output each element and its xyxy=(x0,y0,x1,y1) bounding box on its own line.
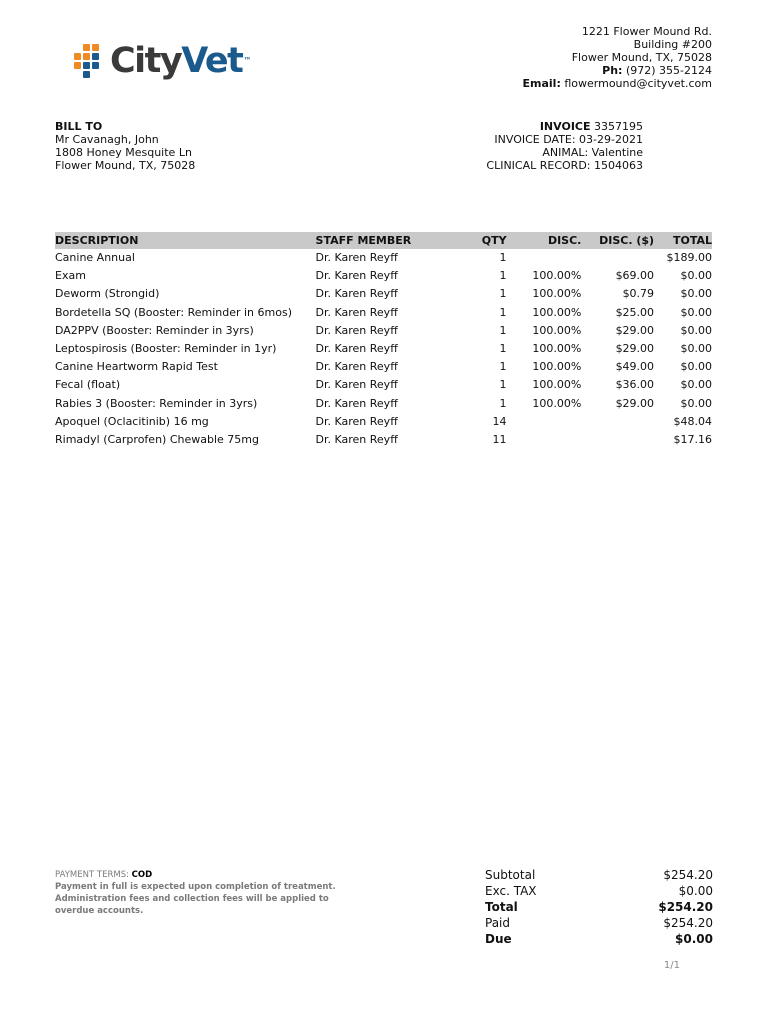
cell-staff-member: Dr. Karen Reyff xyxy=(315,396,398,410)
clinic-email-line xyxy=(523,77,712,90)
cell-description: Deworm (Strongid) xyxy=(55,287,160,301)
cell-discount-amount xyxy=(581,249,654,267)
invoice-animal: ANIMAL: Valentine xyxy=(542,146,643,159)
cell-total: $0.00 xyxy=(680,396,712,410)
bill-to-block xyxy=(55,120,195,172)
invoice-items-table xyxy=(55,232,712,449)
invoice-number: 3357195 xyxy=(594,120,643,133)
totals-label: Exc. TAX xyxy=(485,884,537,898)
clinic-email: flowermound@cityvet.com xyxy=(564,77,712,90)
payment-terms-label: PAYMENT TERMS: xyxy=(55,870,129,880)
payment-terms-value: COD xyxy=(131,870,153,880)
clinic-phone-label: Ph: xyxy=(602,64,623,77)
totals-row-subtotal xyxy=(485,867,713,883)
cell-qty: 1 xyxy=(499,342,507,356)
totals-value: $0.00 xyxy=(675,932,713,946)
table-header-row xyxy=(55,232,712,249)
clinic-address-block xyxy=(523,25,712,90)
column-header-discount-percent: DISC. xyxy=(511,232,582,249)
totals-summary xyxy=(485,867,713,947)
cell-description: Canine Annual xyxy=(55,251,135,265)
table-row xyxy=(55,285,712,303)
invoice-meta-block xyxy=(486,120,643,172)
table-row xyxy=(55,413,712,431)
cell-description: Exam xyxy=(55,269,86,283)
cell-discount-amount: $0.79 xyxy=(622,287,655,301)
cell-total: $0.00 xyxy=(680,305,712,319)
cell-description: Fecal (float) xyxy=(55,378,121,392)
totals-label: Due xyxy=(485,932,512,946)
cell-staff-member: Dr. Karen Reyff xyxy=(315,287,398,301)
totals-row-total xyxy=(485,899,713,915)
cell-qty: 1 xyxy=(499,251,507,265)
cell-qty: 11 xyxy=(492,432,507,446)
cell-discount-amount xyxy=(581,431,654,449)
cell-qty: 1 xyxy=(499,287,507,301)
cell-qty: 14 xyxy=(492,414,507,428)
cell-discount-amount: $29.00 xyxy=(615,396,655,410)
totals-row-tax xyxy=(485,883,713,899)
cell-total: $0.00 xyxy=(680,269,712,283)
logo-wordmark xyxy=(110,38,250,84)
cell-staff-member: Dr. Karen Reyff xyxy=(315,342,398,356)
cell-total: $0.00 xyxy=(680,360,712,374)
totals-label: Subtotal xyxy=(485,868,536,882)
column-header-description: DESCRIPTION xyxy=(55,232,316,249)
bill-to-heading: BILL TO xyxy=(55,120,103,133)
table-row xyxy=(55,431,712,449)
cell-discount-amount xyxy=(581,413,654,431)
bill-to-city-state-zip: Flower Mound, TX, 75028 xyxy=(55,159,196,172)
invoice-number-line xyxy=(486,120,643,133)
cell-description: Apoquel (Oclacitinib) 16 mg xyxy=(55,414,209,428)
cell-qty: 1 xyxy=(499,305,507,319)
cell-total: $17.16 xyxy=(673,432,712,446)
cell-qty: 1 xyxy=(499,323,507,337)
clinic-city-state-zip: Flower Mound, TX, 75028 xyxy=(571,51,712,64)
cell-discount-percent: 100.00% xyxy=(532,323,582,337)
clinic-phone: (972) 355-2124 xyxy=(625,64,712,77)
totals-row-paid xyxy=(485,915,713,931)
cell-discount-percent xyxy=(511,413,582,431)
cell-description: Bordetella SQ (Booster: Reminder in 6mos) xyxy=(55,305,292,319)
logo-trademark: ™ xyxy=(243,56,250,65)
payment-terms-note: Payment in full is expected upon completion of treatment. Administration fees and collection fees will be applied to overdue accounts. xyxy=(55,882,336,916)
invoice-label: INVOICE xyxy=(539,120,591,133)
cell-discount-amount: $49.00 xyxy=(615,360,655,374)
totals-label: Total xyxy=(485,900,518,914)
cell-staff-member: Dr. Karen Reyff xyxy=(315,323,398,337)
cell-total: $189.00 xyxy=(666,251,712,265)
cell-qty: 1 xyxy=(499,269,507,283)
bill-to-street: 1808 Honey Mesquite Ln xyxy=(55,146,192,159)
cell-description: DA2PPV (Booster: Reminder in 3yrs) xyxy=(55,323,254,337)
cell-staff-member: Dr. Karen Reyff xyxy=(315,251,398,265)
cell-discount-percent: 100.00% xyxy=(532,269,582,283)
clinic-address-line2: Building #200 xyxy=(633,38,712,51)
cell-total: $0.00 xyxy=(680,342,712,356)
cell-staff-member: Dr. Karen Reyff xyxy=(315,305,398,319)
cell-staff-member: Dr. Karen Reyff xyxy=(315,432,398,446)
cell-discount-amount: $69.00 xyxy=(615,269,655,283)
cell-discount-amount: $25.00 xyxy=(615,305,655,319)
cell-qty: 1 xyxy=(499,360,507,374)
cell-description: Rabies 3 (Booster: Reminder in 3yrs) xyxy=(55,396,258,410)
cell-discount-percent: 100.00% xyxy=(532,396,582,410)
logo-text-city: City xyxy=(110,41,182,81)
totals-value: $254.20 xyxy=(663,868,713,882)
totals-label: Paid xyxy=(485,916,511,930)
table-row xyxy=(55,395,712,413)
column-header-total: TOTAL xyxy=(654,232,712,249)
table-row xyxy=(55,340,712,358)
logo-tiles-icon xyxy=(74,44,108,78)
cell-discount-percent xyxy=(511,249,582,267)
invoice-date: INVOICE DATE: 03-29-2021 xyxy=(494,133,643,146)
column-header-discount-amount: DISC. ($) xyxy=(581,232,654,249)
cell-discount-percent: 100.00% xyxy=(532,360,582,374)
payment-terms-block xyxy=(55,869,355,917)
column-header-qty: QTY xyxy=(448,232,511,249)
cell-total: $48.04 xyxy=(673,414,712,428)
invoice-clinical-record: CLINICAL RECORD: 1504063 xyxy=(486,159,643,172)
cell-discount-amount: $36.00 xyxy=(615,378,655,392)
page-number: 1/1 xyxy=(663,960,680,971)
cell-qty: 1 xyxy=(499,396,507,410)
cell-staff-member: Dr. Karen Reyff xyxy=(315,414,398,428)
cell-staff-member: Dr. Karen Reyff xyxy=(315,269,398,283)
table-row xyxy=(55,322,712,340)
column-header-staff-member: STAFF MEMBER xyxy=(316,232,448,249)
table-row xyxy=(55,267,712,285)
totals-value: $0.00 xyxy=(678,884,713,898)
logo-text-vet: Vet xyxy=(181,41,243,81)
table-row xyxy=(55,358,712,376)
cell-qty: 1 xyxy=(499,378,507,392)
cell-staff-member: Dr. Karen Reyff xyxy=(315,378,398,392)
cell-discount-percent: 100.00% xyxy=(532,378,582,392)
cell-discount-percent: 100.00% xyxy=(532,287,582,301)
cityvet-logo xyxy=(74,40,254,86)
cell-description: Rimadyl (Carprofen) Chewable 75mg xyxy=(55,432,259,446)
table-row xyxy=(55,376,712,394)
cell-total: $0.00 xyxy=(680,287,712,301)
table-row xyxy=(55,249,712,267)
clinic-phone-line xyxy=(523,64,712,77)
cell-total: $0.00 xyxy=(680,378,712,392)
totals-value: $254.20 xyxy=(663,916,713,930)
cell-discount-amount: $29.00 xyxy=(615,323,655,337)
clinic-address-line1: 1221 Flower Mound Rd. xyxy=(581,25,712,38)
cell-total: $0.00 xyxy=(680,323,712,337)
cell-staff-member: Dr. Karen Reyff xyxy=(315,360,398,374)
payment-terms-line xyxy=(55,869,355,881)
bill-to-name: Mr Cavanagh, John xyxy=(55,133,159,146)
cell-discount-percent: 100.00% xyxy=(532,305,582,319)
totals-value: $254.20 xyxy=(658,900,713,914)
clinic-email-label: Email: xyxy=(522,77,561,90)
table-row xyxy=(55,304,712,322)
totals-row-due xyxy=(485,931,713,947)
cell-discount-percent: 100.00% xyxy=(532,342,582,356)
cell-description: Canine Heartworm Rapid Test xyxy=(55,360,218,374)
cell-discount-percent xyxy=(511,431,582,449)
cell-discount-amount: $29.00 xyxy=(615,342,655,356)
cell-description: Leptospirosis (Booster: Reminder in 1yr) xyxy=(55,342,277,356)
